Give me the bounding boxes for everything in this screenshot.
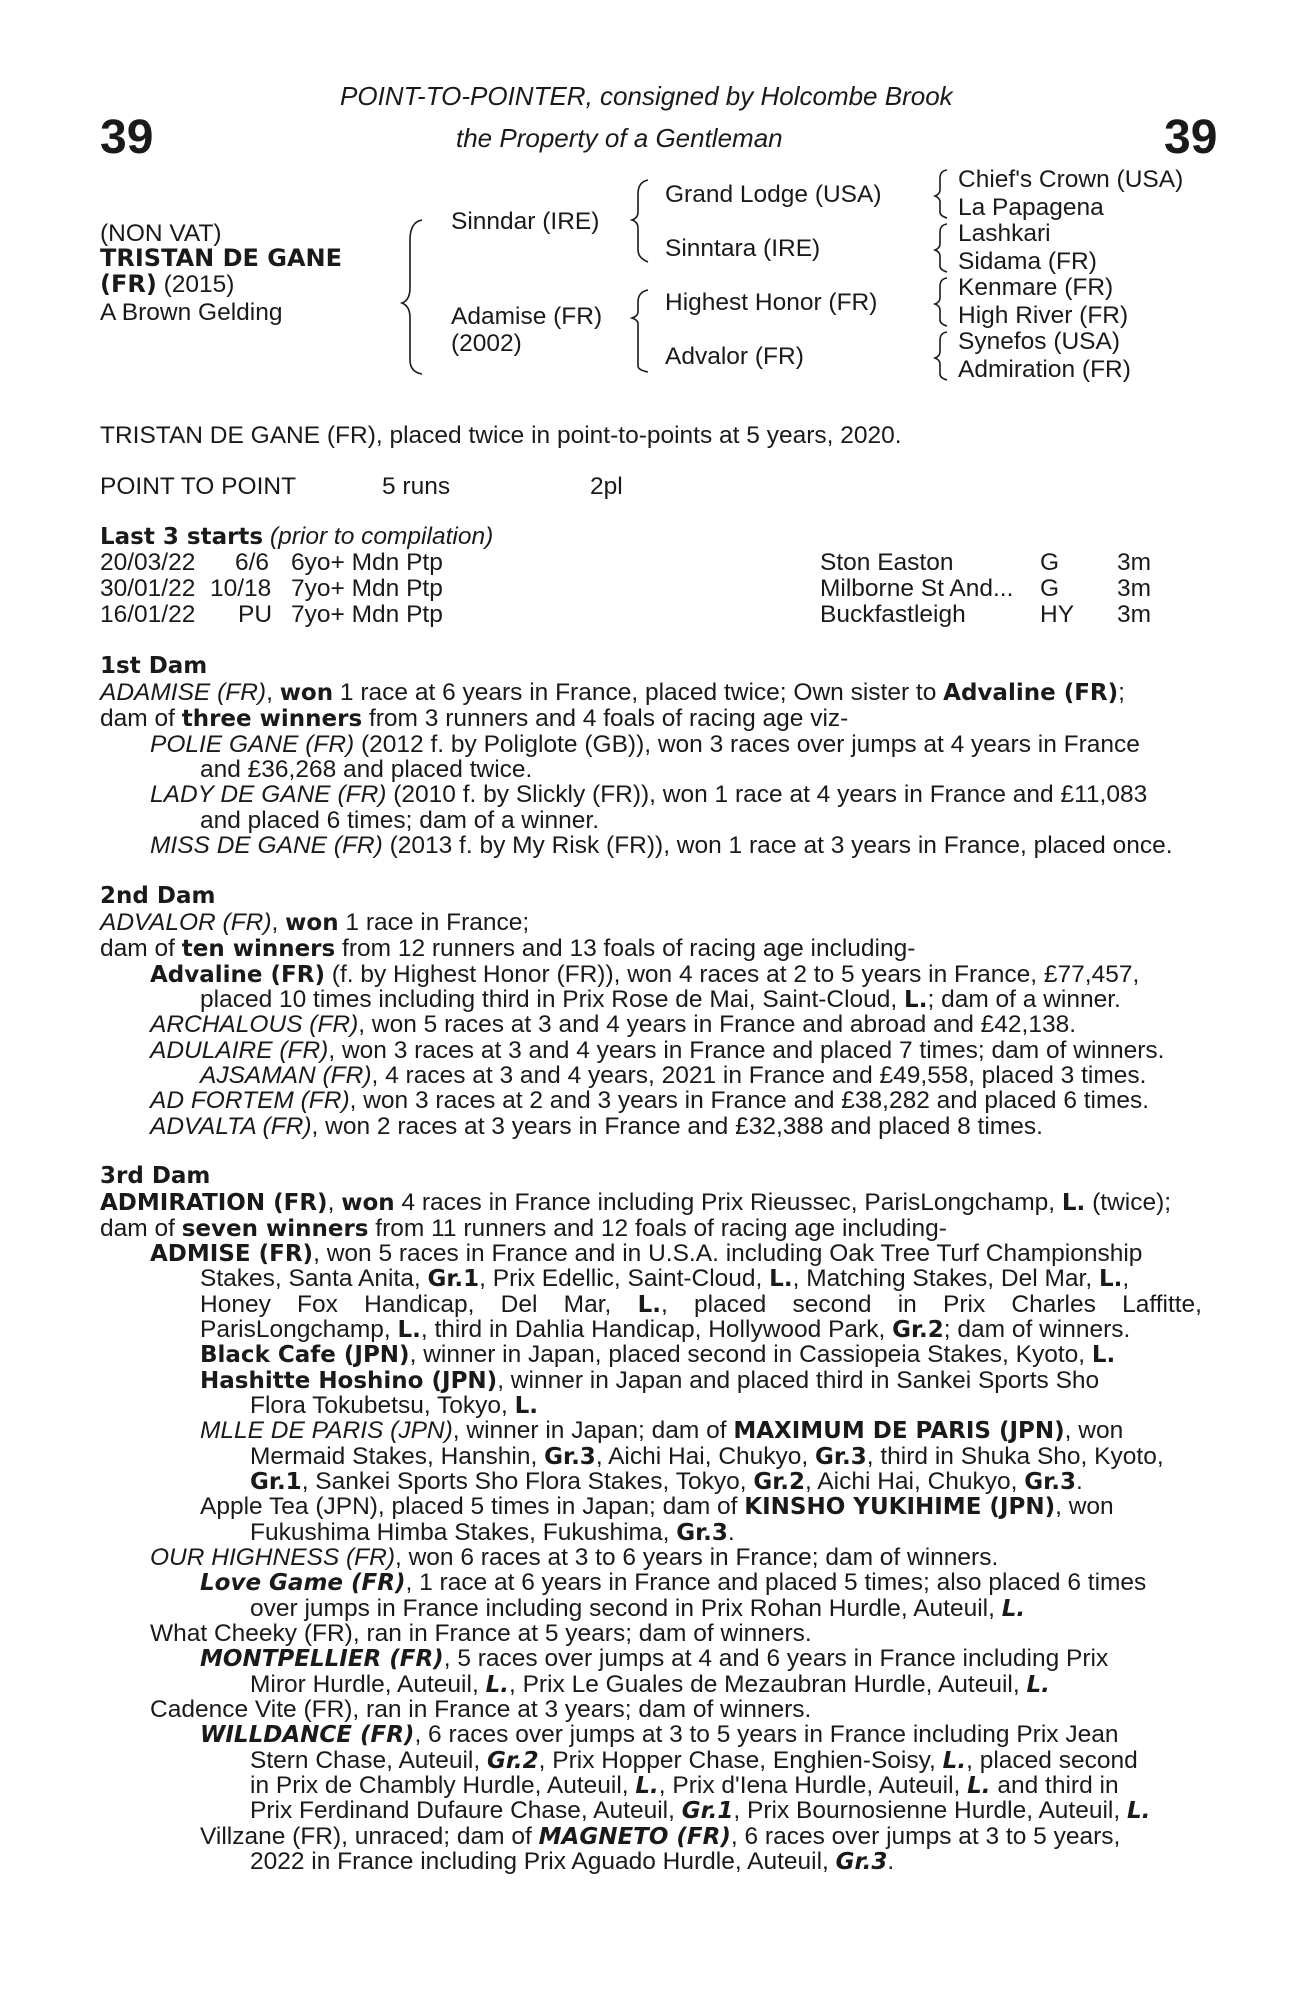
start-date: 30/01/22: [100, 575, 196, 602]
start-distance: 3m: [1117, 601, 1152, 628]
horse-name: TRISTAN DE GANE: [100, 244, 343, 272]
first-dam-line: POLIE GANE (FR) (2012 f. by Poliglote (GB)), won 3 races over jumps at 4 years in France: [150, 731, 1140, 758]
start-race: 7yo+ Mdn Ptp: [291, 601, 443, 628]
third-dam-line: Love Game (FR), 1 race at 6 years in France and placed 5 times; also placed 6 times: [200, 1569, 1147, 1596]
third-dam-heading: 3rd Dam: [100, 1163, 211, 1189]
second-dam-line: dam of ten winners from 12 runners and 13 foals of racing age including-: [100, 935, 916, 962]
third-dam-line: over jumps in France including second in Prix Rohan Hurdle, Auteuil, L.: [250, 1595, 1026, 1622]
dam-year: (2002): [451, 330, 522, 357]
first-dam-line: ADAMISE (FR), won 1 race at 6 years in France, placed twice; Own sister to Advaline (FR);: [100, 679, 1125, 706]
first-dam-line: and £36,268 and placed twice.: [200, 756, 533, 783]
third-dam-line: Mermaid Stakes, Hanshin, Gr.3, Aichi Hai, Chukyo, Gr.3, third in Shuka Sho, Kyoto,: [250, 1443, 1164, 1470]
third-dam-line: Cadence Vite (FR), ran in France at 3 years; dam of winners.: [150, 1696, 812, 1723]
third-dam-line: Gr.1, Sankei Sports Sho Flora Stakes, Tokyo, Gr.2, Aichi Hai, Chukyo, Gr.3.: [250, 1468, 1083, 1495]
third-dam-line: Black Cafe (JPN), winner in Japan, placed second in Cassiopeia Stakes, Kyoto, L.: [200, 1341, 1116, 1368]
start-course: Buckfastleigh: [820, 601, 966, 628]
start-going: G: [1040, 549, 1060, 576]
third-dam-line: MONTPELLIER (FR), 5 races over jumps at 4 and 6 years in France including Prix: [200, 1645, 1109, 1672]
lot-number-right: 39: [1164, 111, 1218, 164]
second-dam-line: ADVALTA (FR), won 2 races at 3 years in France and £32,388 and placed 8 times.: [150, 1113, 1043, 1140]
start-position: PU: [238, 601, 273, 628]
second-dam-line: ADULAIRE (FR), won 3 races at 3 and 4 years in France and placed 7 times; dam of winners.: [150, 1037, 1165, 1064]
first-dam-heading: 1st Dam: [100, 653, 208, 679]
second-dam-line: placed 10 times including third in Prix Rose de Mai, Saint-Cloud, L.; dam of a winner.: [200, 986, 1121, 1013]
third-dam-line: Stakes, Santa Anita, Gr.1, Prix Edellic, Saint-Cloud, L., Matching Stakes, Del Mar, L.,: [200, 1265, 1130, 1292]
second-dam-line: ADVALOR (FR), won 1 race in France;: [100, 909, 530, 936]
third-dam-line: ParisLongchamp, L., third in Dahlia Handicap, Hollywood Park, Gr.2; dam of winners.: [200, 1316, 1131, 1343]
dam: Adamise (FR): [451, 303, 603, 330]
vat-status: (NON VAT): [100, 220, 222, 247]
third-dam-line: Stern Chase, Auteuil, Gr.2, Prix Hopper Chase, Enghien-Soisy, L., placed second: [250, 1747, 1138, 1774]
start-distance: 3m: [1117, 549, 1152, 576]
third-dam-line: in Prix de Chambly Hurdle, Auteuil, L., Prix d'Iena Hurdle, Auteuil, L. and third in: [250, 1772, 1119, 1799]
sire: Sinndar (IRE): [451, 208, 600, 235]
start-race: 7yo+ Mdn Ptp: [291, 575, 443, 602]
third-dam-line: Flora Tokubetsu, Tokyo, L.: [250, 1392, 539, 1419]
gen3-8: Admiration (FR): [958, 356, 1131, 383]
second-dam-line: ARCHALOUS (FR), won 5 races at 3 and 4 years in France and abroad and £42,138.: [150, 1011, 1077, 1038]
third-dam-line: Fukushima Himba Stakes, Fukushima, Gr.3.: [250, 1519, 735, 1546]
second-dam-line: AJSAMAN (FR), 4 races at 3 and 4 years, 2021 in France and £49,558, placed 3 times.: [200, 1062, 1147, 1089]
second-dam-heading: 2nd Dam: [100, 883, 216, 909]
horse-name-line2: (FR) (2015): [100, 270, 235, 298]
record-runs: 5 runs: [382, 473, 451, 500]
grandsire: Grand Lodge (USA): [665, 181, 882, 208]
third-dam-line: ADMISE (FR), won 5 races in France and in U.S.A. including Oak Tree Turf Championship: [150, 1240, 1143, 1267]
record-label: POINT TO POINT: [100, 473, 297, 500]
third-dam-line: ADMIRATION (FR), won 4 races in France including Prix Rieussec, ParisLongchamp, L. (twice);: [100, 1189, 1172, 1216]
granddam-paternal: Sinntara (IRE): [665, 235, 821, 262]
start-position: 10/18: [210, 575, 272, 602]
third-dam-line: OUR HIGHNESS (FR), won 6 races at 3 to 6 years in France; dam of winners.: [150, 1544, 999, 1571]
damsire: Highest Honor (FR): [665, 289, 878, 316]
second-dam-line: AD FORTEM (FR), won 3 races at 2 and 3 years in France and £38,282 and placed 6 times.: [150, 1087, 1150, 1114]
start-going: G: [1040, 575, 1060, 602]
third-dam-line: Apple Tea (JPN), placed 5 times in Japan; dam of KINSHO YUKIHIME (JPN), won: [200, 1493, 1114, 1520]
lot-number-left: 39: [100, 111, 154, 164]
third-dam-line: Hashitte Hoshino (JPN), winner in Japan and placed third in Sankei Sports Sho: [200, 1367, 1100, 1394]
start-going: HY: [1040, 601, 1075, 628]
consignment-title: POINT-TO-POINTER, consigned by Holcombe Brook: [340, 81, 953, 111]
first-dam-line: and placed 6 times; dam of a winner.: [200, 807, 600, 834]
third-dam-line: Villzane (FR), unraced; dam of MAGNETO (FR), 6 races over jumps at 3 to 5 years,: [200, 1823, 1121, 1850]
third-dam-line: MLLE DE PARIS (JPN), winner in Japan; dam of MAXIMUM DE PARIS (JPN), won: [200, 1417, 1124, 1444]
start-date: 16/01/22: [100, 601, 196, 628]
start-position: 6/6: [235, 549, 270, 576]
start-course: Ston Easton: [820, 549, 954, 576]
gen3-5: Kenmare (FR): [958, 274, 1114, 301]
third-dam-line: WILLDANCE (FR), 6 races over jumps at 3 to 5 years in France including Prix Jean: [200, 1721, 1119, 1748]
third-dam-line: Miror Hurdle, Auteuil, L., Prix Le Guales de Mezaubran Hurdle, Auteuil, L.: [250, 1671, 1050, 1698]
start-race: 6yo+ Mdn Ptp: [291, 549, 443, 576]
gen3-2: La Papagena: [958, 194, 1104, 221]
gen3-6: High River (FR): [958, 302, 1129, 329]
start-course: Milborne St And...: [820, 575, 1014, 602]
start-distance: 3m: [1117, 575, 1152, 602]
horse-description: A Brown Gelding: [100, 299, 283, 326]
third-dam-line: 2022 in France including Prix Aguado Hurdle, Auteuil, Gr.3.: [250, 1848, 895, 1875]
gen3-1: Chief's Crown (USA): [958, 166, 1184, 193]
start-date: 20/03/22: [100, 549, 196, 576]
third-dam-line: Prix Ferdinand Dufaure Chase, Auteuil, Gr.1, Prix Bournosienne Hurdle, Auteuil, L.: [250, 1797, 1151, 1824]
gen3-4: Sidama (FR): [958, 248, 1097, 275]
second-dam-line: Advaline (FR) (f. by Highest Honor (FR)), won 4 races at 2 to 5 years in France, £77,457,: [150, 961, 1140, 988]
gen3-3: Lashkari: [958, 220, 1051, 247]
third-dam-line: Honey Fox Handicap, Del Mar, L., placed second in Prix Charles Laffitte,: [200, 1291, 1202, 1318]
record-placed: 2pl: [590, 473, 623, 500]
first-dam-line: dam of three winners from 3 runners and 4 foals of racing age viz-: [100, 705, 849, 732]
third-dam-line: What Cheeky (FR), ran in France at 5 years; dam of winners.: [150, 1620, 812, 1647]
third-dam-line: dam of seven winners from 11 runners and 12 foals of racing age including-: [100, 1215, 947, 1242]
starts-heading: Last 3 starts (prior to compilation): [100, 523, 494, 550]
property-subtitle: the Property of a Gentleman: [456, 123, 783, 153]
race-summary: TRISTAN DE GANE (FR), placed twice in point-to-points at 5 years, 2020.: [100, 422, 902, 449]
second-dam: Advalor (FR): [665, 343, 804, 370]
first-dam-line: MISS DE GANE (FR) (2013 f. by My Risk (FR)), won 1 race at 3 years in France, placed once.: [150, 832, 1173, 859]
first-dam-line: LADY DE GANE (FR) (2010 f. by Slickly (FR)), won 1 race at 4 years in France and £11,083: [150, 781, 1148, 808]
gen3-7: Synefos (USA): [958, 328, 1121, 355]
